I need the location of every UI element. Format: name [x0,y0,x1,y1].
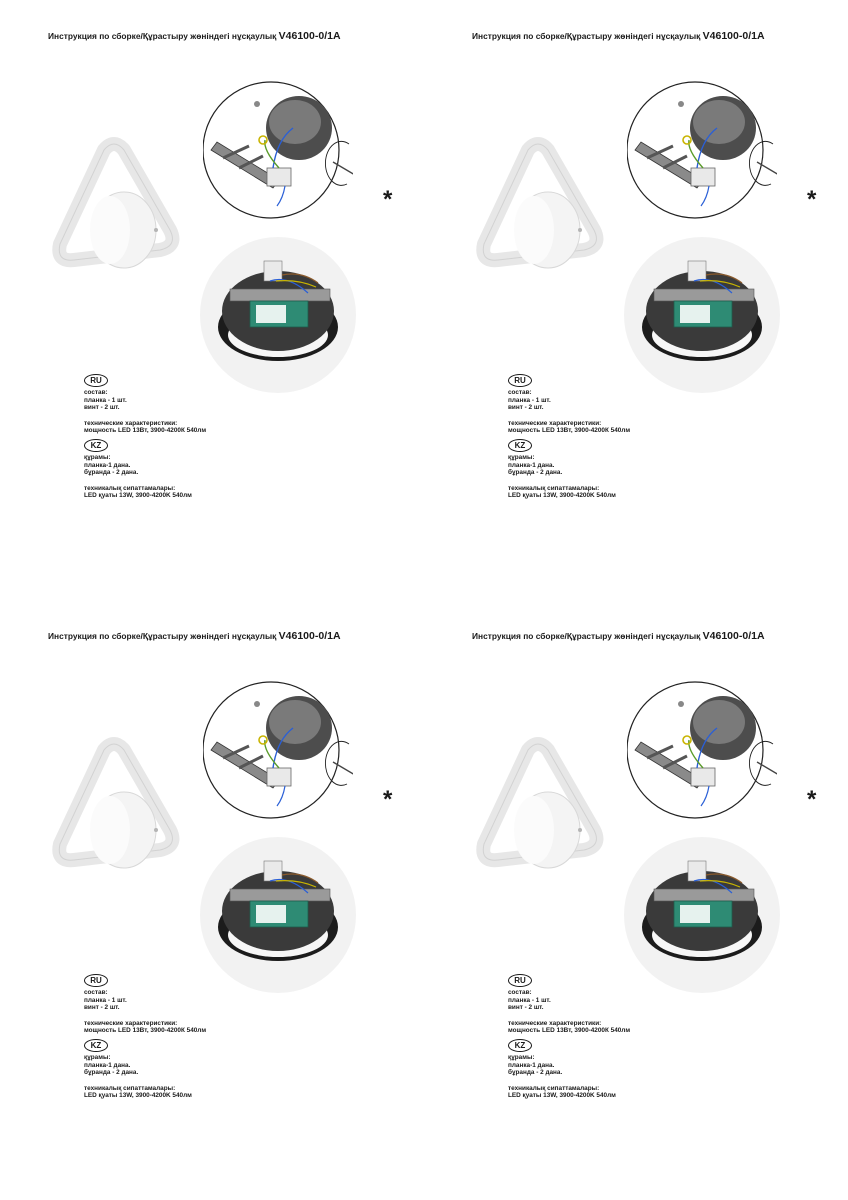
instruction-sheet [424,0,848,600]
ru-specs-label: технические характеристики: [84,1019,178,1027]
ru-specs-value: мощность LED 13Вт, 3900-4200К 540лм [508,427,631,435]
kz-item-plate: планка-1 дана. [84,1061,131,1069]
kz-specs-value: LED қуаты 13W, 3900-4200K 540лм [84,1092,192,1100]
sheet-title [48,630,341,642]
kz-item-plate: планка-1 дана. [508,1061,555,1069]
title-text: Инструкция по сборке/Құрастыру жөніндегі нұсқаулық [48,631,277,641]
ru-language-badge: RU [84,974,108,987]
ru-item-screws: винт - 2 шт. [84,404,120,412]
ru-composition-label: состав: [84,389,108,396]
asterisk-mark: * [383,186,393,213]
kz-composition-label: құрамы: [84,453,111,461]
driver-detail-photo [198,235,358,395]
ru-specs-value: мощность LED 13Вт, 3900-4200К 540лм [84,1027,207,1035]
ru-specs-label: технические характеристики: [508,419,602,427]
lamp-illustration [476,732,606,882]
ru-item-screws: винт - 2 шт. [508,404,544,412]
mounting-zoom-diagram [203,680,353,825]
model-number: V46100-0/1A [278,630,341,642]
instruction-sheet [424,600,848,1200]
sheet-title [472,30,765,42]
title-text: Инструкция по сборке/Құрастыру жөніндегі нұсқаулық [472,31,701,41]
mounting-zoom-diagram [203,80,353,225]
ru-composition-label: состав: [508,389,532,396]
kz-language-badge: KZ [84,439,108,452]
ru-specs-value: мощность LED 13Вт, 3900-4200К 540лм [84,427,207,435]
kz-composition-label: құрамы: [508,453,535,461]
kz-item-plate: планка-1 дана. [508,461,555,469]
lamp-illustration [52,132,182,282]
kz-specs-label: техникалық сипаттамалары: [84,1084,176,1092]
ru-specs-label: технические характеристики: [84,419,178,427]
kz-composition-label: құрамы: [84,1053,111,1061]
title-text: Инструкция по сборке/Құрастыру жөніндегі нұсқаулық [48,31,277,41]
kz-specs-value: LED қуаты 13W, 3900-4200K 540лм [84,492,192,500]
instruction-sheet [0,0,424,600]
kz-specs-label: техникалық сипаттамалары: [508,484,600,492]
ru-specs-value: мощность LED 13Вт, 3900-4200К 540лм [508,1027,631,1035]
kz-item-screws: бұранда - 2 дана. [508,1069,563,1077]
lamp-illustration [476,132,606,282]
asterisk-mark: * [807,186,817,213]
kz-language-badge: KZ [508,439,532,452]
asterisk-mark: * [383,786,393,813]
instruction-sheet [0,600,424,1200]
mounting-zoom-diagram [627,680,777,825]
kz-specs-value: LED қуаты 13W, 3900-4200K 540лм [508,492,616,500]
driver-detail-photo [622,235,782,395]
title-text: Инструкция по сборке/Құрастыру жөніндегі нұсқаулық [472,631,701,641]
ru-composition-label: состав: [84,989,108,996]
ru-item-plate: планка - 1 шт. [508,396,551,404]
model-number: V46100-0/1A [702,30,765,42]
ru-language-badge: RU [508,374,532,387]
kz-specs-value: LED қуаты 13W, 3900-4200K 540лм [508,1092,616,1100]
driver-detail-photo [622,835,782,995]
spec-text-block [84,374,206,500]
spec-text-block [508,374,630,500]
lamp-illustration [52,732,182,882]
asterisk-mark: * [807,786,817,813]
mounting-zoom-diagram [627,80,777,225]
ru-item-plate: планка - 1 шт. [508,996,551,1004]
spec-text-block [508,974,630,1100]
kz-language-badge: KZ [84,1039,108,1052]
kz-item-screws: бұранда - 2 дана. [84,469,139,477]
ru-composition-label: состав: [508,989,532,996]
ru-item-plate: планка - 1 шт. [84,996,127,1004]
sheet-title [48,30,341,42]
ru-language-badge: RU [84,374,108,387]
model-number: V46100-0/1A [702,630,765,642]
ru-language-badge: RU [508,974,532,987]
ru-item-screws: винт - 2 шт. [84,1004,120,1012]
ru-item-screws: винт - 2 шт. [508,1004,544,1012]
model-number: V46100-0/1A [278,30,341,42]
sheet-title [472,630,765,642]
kz-item-plate: планка-1 дана. [84,461,131,469]
kz-composition-label: құрамы: [508,1053,535,1061]
kz-item-screws: бұранда - 2 дана. [508,469,563,477]
ru-item-plate: планка - 1 шт. [84,396,127,404]
spec-text-block [84,974,206,1100]
ru-specs-label: технические характеристики: [508,1019,602,1027]
kz-specs-label: техникалық сипаттамалары: [508,1084,600,1092]
kz-specs-label: техникалық сипаттамалары: [84,484,176,492]
driver-detail-photo [198,835,358,995]
kz-language-badge: KZ [508,1039,532,1052]
kz-item-screws: бұранда - 2 дана. [84,1069,139,1077]
